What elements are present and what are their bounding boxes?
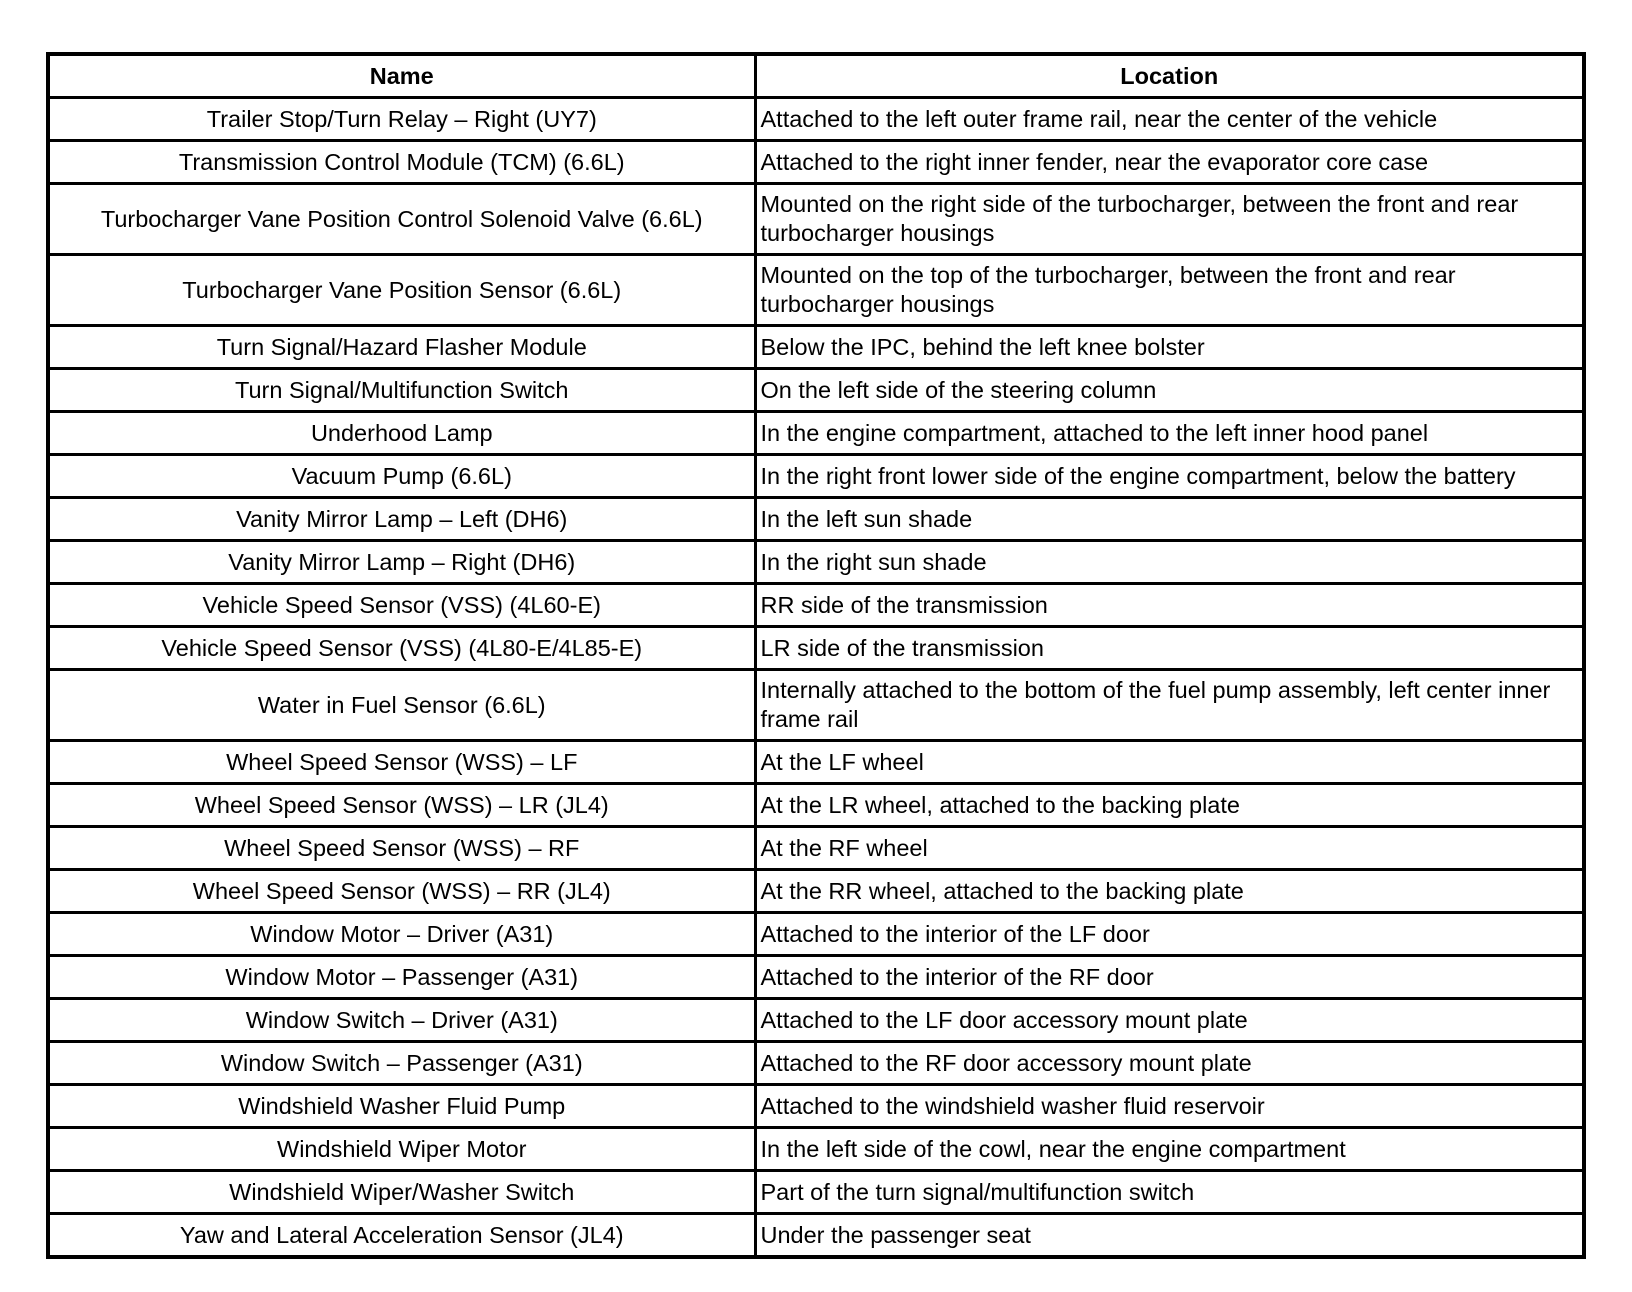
component-name-cell: Window Switch – Driver (A31)	[48, 999, 755, 1042]
component-name-cell: Wheel Speed Sensor (WSS) – LR (JL4)	[48, 784, 755, 827]
column-header-location: Location	[755, 54, 1584, 98]
component-name-cell: Vacuum Pump (6.6L)	[48, 455, 755, 498]
table-row	[48, 498, 1584, 541]
table-row	[48, 956, 1584, 999]
table-row	[48, 827, 1584, 870]
component-location-cell: In the left sun shade	[755, 498, 1584, 541]
component-location-table	[46, 52, 1586, 1259]
component-name-cell: Windshield Wiper Motor	[48, 1128, 755, 1171]
table-row	[48, 255, 1584, 326]
component-location-cell: Below the IPC, behind the left knee bolster	[755, 326, 1584, 369]
column-header-name: Name	[48, 54, 755, 98]
table-row	[48, 870, 1584, 913]
component-location-cell: LR side of the transmission	[755, 627, 1584, 670]
component-location-cell: RR side of the transmission	[755, 584, 1584, 627]
table-row	[48, 412, 1584, 455]
table-row	[48, 999, 1584, 1042]
component-name-cell: Wheel Speed Sensor (WSS) – LF	[48, 741, 755, 784]
component-name-cell: Windshield Washer Fluid Pump	[48, 1085, 755, 1128]
component-name-cell: Windshield Wiper/Washer Switch	[48, 1171, 755, 1214]
table-row	[48, 98, 1584, 141]
table-row	[48, 369, 1584, 412]
component-location-cell: At the RR wheel, attached to the backing plate	[755, 870, 1584, 913]
table-header-row	[48, 54, 1584, 98]
component-name-cell: Vehicle Speed Sensor (VSS) (4L60-E)	[48, 584, 755, 627]
component-name-cell: Wheel Speed Sensor (WSS) – RR (JL4)	[48, 870, 755, 913]
table-row	[48, 784, 1584, 827]
component-location-cell: Mounted on the top of the turbocharger, between the front and rear turbocharger housings	[755, 255, 1584, 326]
component-location-cell: Attached to the interior of the LF door	[755, 913, 1584, 956]
component-location-cell: Mounted on the right side of the turbocharger, between the front and rear turbocharger housings	[755, 184, 1584, 255]
component-location-cell: In the right sun shade	[755, 541, 1584, 584]
component-name-cell: Underhood Lamp	[48, 412, 755, 455]
component-location-cell: On the left side of the steering column	[755, 369, 1584, 412]
component-name-cell: Window Motor – Passenger (A31)	[48, 956, 755, 999]
component-name-cell: Vanity Mirror Lamp – Left (DH6)	[48, 498, 755, 541]
table-row	[48, 1128, 1584, 1171]
table-row	[48, 1214, 1584, 1258]
component-name-cell: Water in Fuel Sensor (6.6L)	[48, 670, 755, 741]
component-name-cell: Turbocharger Vane Position Control Solenoid Valve (6.6L)	[48, 184, 755, 255]
component-name-cell: Transmission Control Module (TCM) (6.6L)	[48, 141, 755, 184]
component-name-cell: Window Motor – Driver (A31)	[48, 913, 755, 956]
component-location-cell: Attached to the left outer frame rail, near the center of the vehicle	[755, 98, 1584, 141]
component-name-cell: Vanity Mirror Lamp – Right (DH6)	[48, 541, 755, 584]
table-row	[48, 1171, 1584, 1214]
table-row	[48, 141, 1584, 184]
component-location-cell: Attached to the windshield washer fluid reservoir	[755, 1085, 1584, 1128]
table-row	[48, 326, 1584, 369]
component-location-cell: At the LR wheel, attached to the backing plate	[755, 784, 1584, 827]
component-name-cell: Turn Signal/Hazard Flasher Module	[48, 326, 755, 369]
component-location-cell: In the left side of the cowl, near the engine compartment	[755, 1128, 1584, 1171]
component-name-cell: Turn Signal/Multifunction Switch	[48, 369, 755, 412]
component-location-cell: Internally attached to the bottom of the fuel pump assembly, left center inner frame rail	[755, 670, 1584, 741]
component-name-cell: Trailer Stop/Turn Relay – Right (UY7)	[48, 98, 755, 141]
component-name-cell: Turbocharger Vane Position Sensor (6.6L)	[48, 255, 755, 326]
component-location-cell: In the right front lower side of the engine compartment, below the battery	[755, 455, 1584, 498]
component-location-cell: In the engine compartment, attached to the left inner hood panel	[755, 412, 1584, 455]
component-location-cell: Part of the turn signal/multifunction switch	[755, 1171, 1584, 1214]
table-row	[48, 1042, 1584, 1085]
component-location-cell: Attached to the right inner fender, near the evaporator core case	[755, 141, 1584, 184]
table-body	[48, 98, 1584, 1258]
component-location-cell: Attached to the RF door accessory mount plate	[755, 1042, 1584, 1085]
component-location-cell: Under the passenger seat	[755, 1214, 1584, 1258]
component-location-cell: Attached to the LF door accessory mount plate	[755, 999, 1584, 1042]
component-location-cell: At the LF wheel	[755, 741, 1584, 784]
table-row	[48, 627, 1584, 670]
table-row	[48, 1085, 1584, 1128]
component-name-cell: Yaw and Lateral Acceleration Sensor (JL4)	[48, 1214, 755, 1258]
component-location-cell: Attached to the interior of the RF door	[755, 956, 1584, 999]
table-row	[48, 541, 1584, 584]
component-location-cell: At the RF wheel	[755, 827, 1584, 870]
component-name-cell: Wheel Speed Sensor (WSS) – RF	[48, 827, 755, 870]
table-row	[48, 670, 1584, 741]
table-row	[48, 455, 1584, 498]
component-name-cell: Window Switch – Passenger (A31)	[48, 1042, 755, 1085]
table-row	[48, 913, 1584, 956]
table-row	[48, 741, 1584, 784]
component-name-cell: Vehicle Speed Sensor (VSS) (4L80-E/4L85-E)	[48, 627, 755, 670]
table-row	[48, 184, 1584, 255]
table-row	[48, 584, 1584, 627]
